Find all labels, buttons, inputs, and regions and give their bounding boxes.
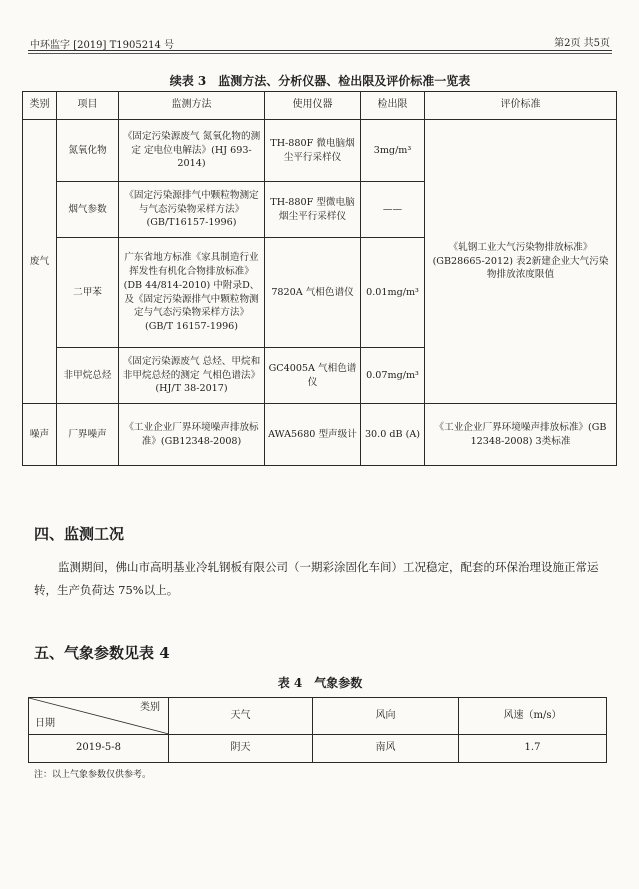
corner-bottom-label: 日期	[35, 717, 55, 729]
date-cell: 2019-5-8	[29, 735, 169, 763]
col-header: 监测方法	[119, 92, 265, 120]
table3-caption: 续表 3 监测方法、分析仪器、检出限及评价标准一览表	[169, 74, 471, 88]
method-cell: 《工业企业厂界环境噪声排放标准》(GB12348-2008)	[119, 404, 265, 466]
wind-direction-cell: 南风	[313, 735, 459, 763]
col-header: 风向	[313, 698, 459, 735]
limit-cell: 0.07mg/m³	[361, 348, 425, 404]
section-4-title: 四、监测工况	[34, 525, 125, 543]
table-row	[29, 735, 607, 763]
item-cell: 非甲烷总烃	[57, 348, 119, 404]
col-header: 风速（m/s）	[459, 698, 607, 735]
category-cell: 废气	[23, 120, 57, 404]
methods-table	[22, 91, 617, 466]
table-row	[23, 120, 617, 182]
item-cell: 厂界噪声	[57, 404, 119, 466]
instrument-cell: GC4005A 气相色谱仪	[265, 348, 361, 404]
instrument-cell: AWA5680 型声级计	[265, 404, 361, 466]
instrument-cell: 7820A 气相色谱仪	[265, 238, 361, 348]
table4-caption: 表 4 气象参数	[277, 676, 363, 690]
header-rule	[28, 50, 612, 51]
section-5-title: 五、气象参数见表 4	[34, 644, 170, 662]
wind-speed-cell: 1.7	[459, 735, 607, 763]
table-row	[23, 404, 617, 466]
item-cell: 二甲苯	[57, 238, 119, 348]
col-header: 评价标准	[425, 92, 617, 120]
col-header: 使用仪器	[265, 92, 361, 120]
method-cell: 《固定污染源排气中颗粒物测定与气态污染物采样方法》(GB/T16157-1996)	[119, 182, 265, 238]
diagonal-header-cell	[29, 698, 169, 735]
col-header: 检出限	[361, 92, 425, 120]
instrument-cell: TH-880F 型微电脑烟尘平行采样仪	[265, 182, 361, 238]
method-cell: 广东省地方标准《家具制造行业挥发性有机化合物排放标准》(DB 44/814-2010) 中附录D、及《固定污染源排气中颗粒物测定与气态污染物采样方法》(GB/T 16157-1996)	[119, 238, 265, 348]
weather-cell: 阴天	[169, 735, 313, 763]
col-header: 项目	[57, 92, 119, 120]
instrument-cell: TH-880F 微电脑烟尘平行采样仪	[265, 120, 361, 182]
header-rule-thin	[28, 53, 612, 54]
method-cell: 《固定污染源废气 总烃、甲烷和非甲烷总烃的测定 气相色谱法》(HJ/T 38-2017)	[119, 348, 265, 404]
weather-table	[28, 697, 607, 763]
table-header-row	[29, 698, 607, 735]
col-header: 类别	[23, 92, 57, 120]
page-number: 第2页 共5页	[554, 38, 610, 49]
footnote: 注：以上气象参数仅供参考。	[34, 770, 152, 780]
corner-top-label: 类别	[140, 702, 160, 713]
method-cell: 《固定污染源废气 氮氧化物的测定 定电位电解法》(HJ 693-2014)	[119, 120, 265, 182]
limit-cell: 3mg/m³	[361, 120, 425, 182]
document-number: 中环监字 [2019] T1905214 号	[30, 40, 174, 51]
limit-cell: 0.01mg/m³	[361, 238, 425, 348]
category-cell: 噪声	[23, 404, 57, 466]
standard-cell: 《轧钢工业大气污染物排放标准》(GB28665-2012) 表2新建企业大气污染物排放浓度限值	[425, 120, 617, 404]
item-cell: 氮氧化物	[57, 120, 119, 182]
standard-cell: 《工业企业厂界环境噪声排放标准》(GB 12348-2008) 3类标准	[425, 404, 617, 466]
limit-cell: 30.0 dB (A)	[361, 404, 425, 466]
table-header-row	[23, 92, 617, 120]
section-4-text: 监测期间，佛山市高明基业冷轧钢板有限公司（一期彩涂固化车间）工况稳定，配套的环保治理设施正常运转，生产负荷达 75%以上。	[34, 560, 599, 597]
limit-cell: ——	[361, 182, 425, 238]
col-header: 天气	[169, 698, 313, 735]
item-cell: 烟气参数	[57, 182, 119, 238]
